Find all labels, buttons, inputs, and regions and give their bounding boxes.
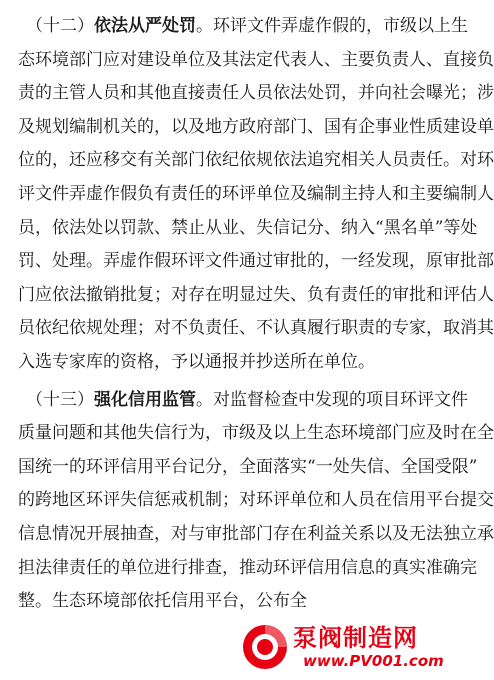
text-span: 责的主管人员和其他直接责任人员依法处罚，并向社会曝光；涉 [18, 83, 494, 104]
text-line [18, 484, 494, 518]
text-line [18, 518, 494, 552]
text-line [18, 245, 494, 279]
text-line [18, 212, 478, 246]
text-span: 罚、处理。弄虚作假环评文件通过审批的，一经发现，原审批部 [18, 251, 494, 272]
text-span: 员依纪依规处理；对不负责任、不认真履行职责的专家，取消其 [18, 318, 494, 339]
text-span: 员，依法处以罚款、禁止从业、失信记分、纳入“黑名单”等处 [18, 217, 478, 238]
text-span: 评文件弄虚作假负有责任的环评单位及编制主持人和主要编制人 [18, 183, 494, 204]
text-line [18, 312, 494, 346]
text-line [18, 178, 494, 212]
text-span: 入选专家库的资格，予以通报并抄送所在单位。 [18, 351, 375, 372]
text-span: 国统一的环评信用平台记分，全面落实“一处失信、全国受限” [18, 456, 478, 477]
text-line [18, 552, 477, 586]
text-span: 担法律责任的单位进行排查，推动环评信用信息的真实准确完 [18, 557, 477, 578]
text-span: 的跨地区环评失信惩戒机制；对环评单位和人员在信用平台提交 [18, 490, 494, 511]
text-line [18, 144, 494, 178]
text-line [18, 44, 494, 78]
text-line [18, 451, 478, 485]
text-line [18, 585, 439, 619]
section-heading: 强化信用监管 [94, 389, 196, 410]
watermark-text [293, 624, 444, 670]
text-span: 信息情况开展抽查，对与审批部门存在利益关系以及无法独立承 [18, 523, 494, 544]
watermark-title: 泵阀制造网 [293, 624, 418, 652]
text-span: （十二） [26, 16, 94, 36]
text-span: 位的，还应移交有关部门依纪依规依法追究相关人员责任。对环 [18, 150, 494, 171]
watermark [241, 618, 451, 676]
text-line [18, 10, 468, 44]
text-line [18, 346, 439, 380]
text-line [18, 384, 468, 418]
text-span: 。对监督检查中发现的项目环评文件 [196, 389, 468, 410]
text-line [18, 77, 494, 111]
text-span: 质量问题和其他失信行为，市级及以上生态环境部门应及时在全 [18, 423, 494, 444]
section-heading: 依法从严处罚 [94, 16, 196, 36]
text-span: 整。生态环境部依托信用平台，公布全 [18, 591, 307, 612]
text-line [18, 417, 494, 451]
watermark-logo-icon [241, 623, 289, 671]
text-line [18, 279, 494, 313]
text-span: （十三） [26, 389, 94, 410]
text-span: 及规划编制机关的，以及地方政府部门、国有企事业性质建设单 [18, 116, 494, 137]
text-span: 门应依法撤销批复；对存在明显过失、负有责任的审批和评估人 [18, 284, 494, 305]
watermark-url: www.PV001.com [303, 652, 444, 670]
text-span: 态环境部门应对建设单位及其法定代表人、主要负责人、直接负 [18, 49, 494, 70]
text-line [18, 111, 494, 145]
text-span: 。环评文件弄虚作假的，市级以上生 [196, 16, 468, 36]
